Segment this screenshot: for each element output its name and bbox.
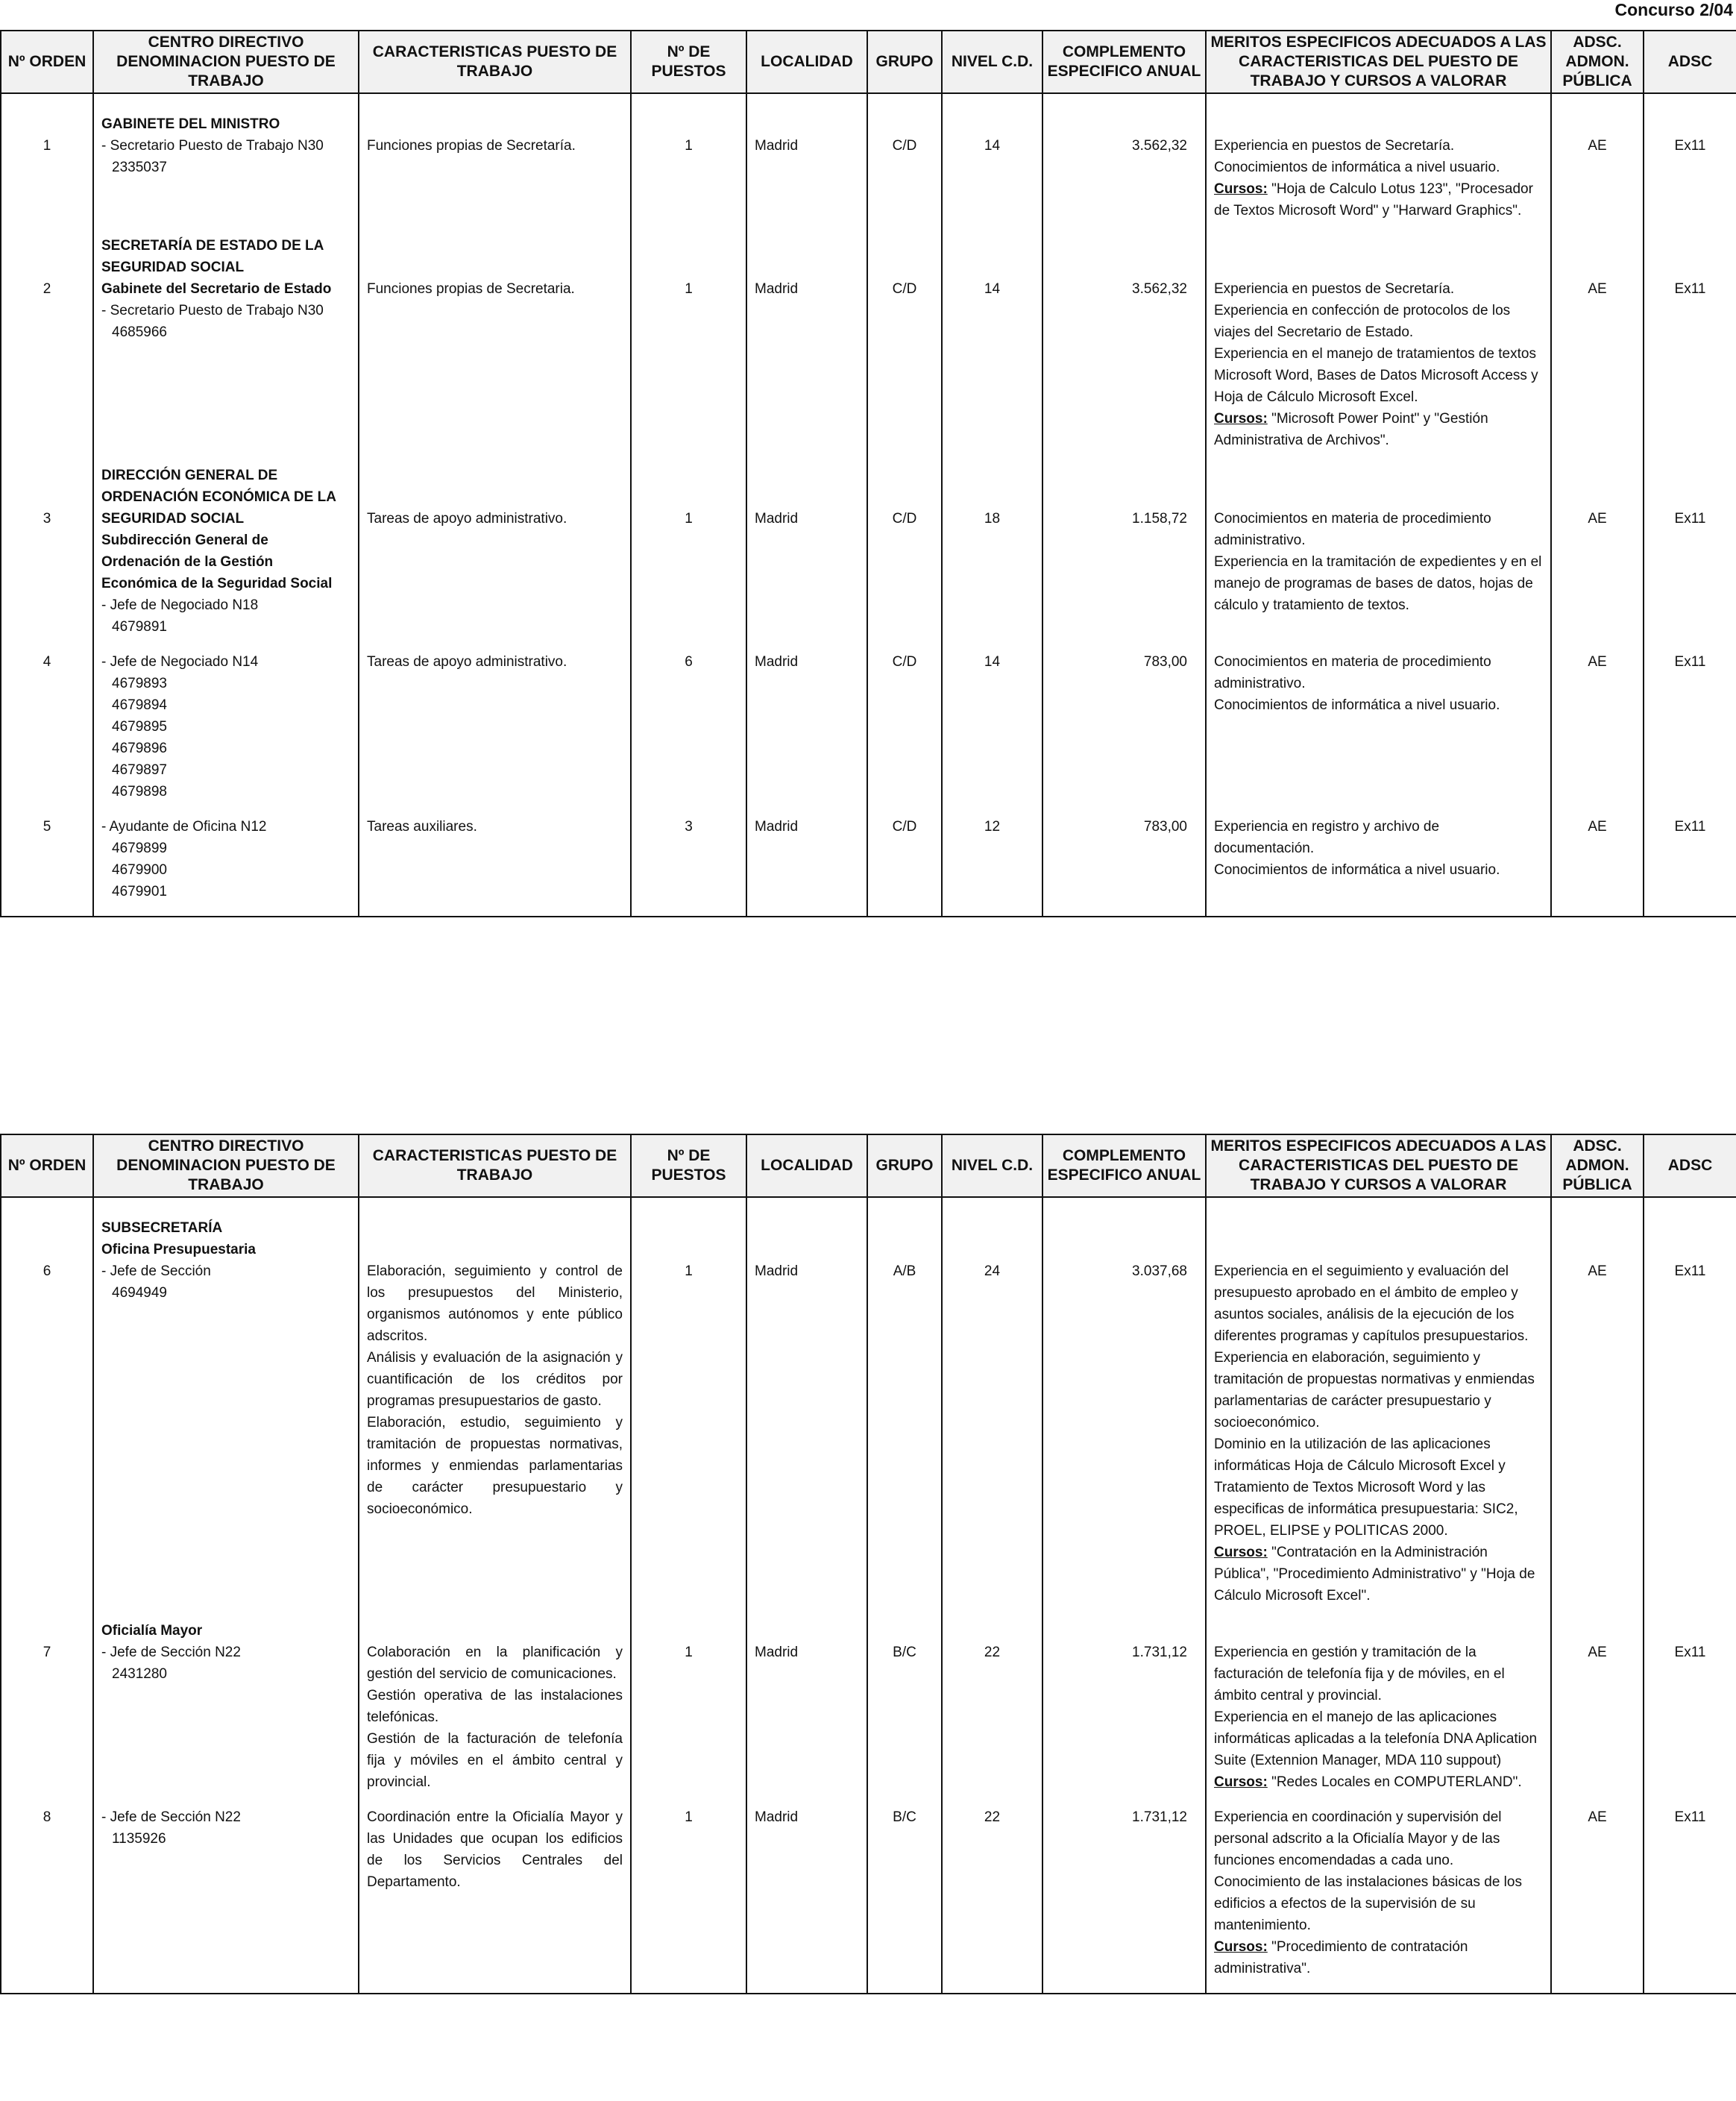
job-code: 2431280 [112,1666,167,1682]
localidad-value: Madrid [755,281,799,297]
centro-cell [93,651,359,816]
orden-number: 7 [43,1645,51,1660]
caracteristicas-cell [359,651,631,816]
caracteristica-text: Análisis y evaluación de la asignación y cuantificación de los créditos por programas presupuestarios de gasto. [367,1350,623,1409]
caracteristica-text: Gestión de la facturación de telefonía fija y móviles en el ámbito central y provincial. [367,1731,623,1790]
job-code: 4679900 [112,862,167,878]
complemento-value: 783,00 [1143,819,1187,835]
meritos-cell [1206,651,1551,816]
nivel-cell [942,816,1042,917]
grupo-value: B/C [893,1809,916,1825]
localidad-cell [746,1620,867,1806]
meritos-cell [1206,465,1551,651]
localidad-cell [746,1806,867,1994]
complemento-value: 783,00 [1143,654,1187,670]
orden-cell [1,1217,93,1620]
courses-label: Cursos: [1214,1939,1268,1955]
puestos-value: 6 [685,654,693,670]
spacer-cell [93,93,359,113]
caracteristicas-cell [359,1217,631,1620]
grupo-value: C/D [892,819,917,835]
header-meritos: MERITOS ESPECIFICOS ADECUADOS A LAS CARACTERISTICAS DEL PUESTO DE TRABAJO Y CURSOS A VALORAR [1206,1134,1551,1197]
caracteristica-text: Funciones propias de Secretaria. [367,281,575,297]
meritos-cell [1206,235,1551,465]
adsc-cell [1644,113,1736,235]
merito-text: Conocimientos de informática a nivel usuario. [1214,697,1500,713]
job-title: - Jefe de Sección N22 [101,1645,241,1660]
grupo-cell [867,816,942,917]
complemento-cell [1042,651,1206,816]
header-adscripcion: ADSC. ADMON. PÚBLICA [1551,31,1644,93]
job-title: - Jefe de Sección N22 [101,1809,241,1825]
spacer-cell [867,93,942,113]
department-heading: GABINETE DEL MINISTRO [101,116,280,132]
grupo-value: A/B [893,1263,916,1279]
adsc-value: Ex11 [1674,1263,1706,1279]
adsc-value: Ex11 [1674,1645,1706,1660]
puestos-cell [631,1620,746,1806]
adsc-value: Ex11 [1674,654,1706,670]
adscripcion-value: AE [1588,819,1607,835]
orden-number: 1 [43,138,51,154]
job-code: 4679899 [112,841,167,856]
caracteristica-text: Elaboración, estudio, seguimiento y tramitación de propuestas normativas, informes y enmiendas parlamentarias de carácter presupuestario y socioeconómico. [367,1415,623,1517]
adscripcion-value: AE [1588,1645,1607,1660]
caracteristicas-cell [359,816,631,917]
caracteristica-text: Tareas de apoyo administrativo. [367,511,567,527]
adscripcion-value: AE [1588,1809,1607,1825]
adsc-cell [1644,651,1736,816]
centro-cell [93,113,359,235]
nivel-value: 14 [984,281,1001,297]
nivel-cell [942,465,1042,651]
complemento-value: 3.562,32 [1132,281,1187,297]
spacer-cell [1206,93,1551,113]
orden-number: 6 [43,1263,51,1279]
merito-text: Conocimientos en materia de procedimiento administrativo. [1214,511,1491,548]
complemento-cell [1042,1217,1206,1620]
table-row [1,113,1736,235]
courses-text: "Contratación en la Administración Pública", "Procedimiento Administrativo" y "Hoja de Cálculo Microsoft Excel". [1214,1545,1535,1604]
header-meritos: MERITOS ESPECIFICOS ADECUADOS A LAS CARACTERISTICAS DEL PUESTO DE TRABAJO Y CURSOS A VALORAR [1206,31,1551,93]
spacer-cell [359,1197,631,1217]
adscripcion-cell [1551,1620,1644,1806]
nivel-value: 22 [984,1645,1001,1660]
adscripcion-value: AE [1588,654,1607,670]
spacer-cell [1042,93,1206,113]
courses-text: "Microsoft Power Point" y "Gestión Administrativa de Archivos". [1214,411,1488,448]
caracteristica-text: Tareas de apoyo administrativo. [367,654,567,670]
adsc-value: Ex11 [1674,511,1706,527]
caracteristica-text: Elaboración, seguimiento y control de los presupuestos del Ministerio, organismos autónomos y ente público adscritos. [367,1263,623,1344]
nivel-value: 22 [984,1809,1001,1825]
header-centro: CENTRO DIRECTIVO DENOMINACION PUESTO DE TRABAJO [93,31,359,93]
spacer-row [1,93,1736,113]
department-heading: SUBSECRETARÍA [101,1220,223,1236]
department-heading: SECRETARÍA DE ESTADO DE LA SEGURIDAD SOCIAL [101,238,324,275]
header-puestos: Nº DE PUESTOS [631,1134,746,1197]
localidad-cell [746,113,867,235]
caracteristica-text: Tareas auxiliares. [367,819,477,835]
merito-text: Experiencia en el manejo de las aplicaciones informáticas aplicadas a la telefonía DNA Aplication Suite (Extennion Manager, MDA 110 suppout) [1214,1709,1538,1768]
spacer-cell [1644,93,1736,113]
grupo-cell [867,651,942,816]
job-code: 2335037 [112,160,167,175]
caracteristica-text: Colaboración en la planificación y gestión del servicio de comunicaciones. [367,1645,623,1682]
adscripcion-cell [1551,465,1644,651]
header-caracteristicas: CARACTERISTICAS PUESTO DE TRABAJO [359,1134,631,1197]
centro-cell [93,816,359,917]
nivel-value: 18 [984,511,1001,527]
nivel-cell [942,113,1042,235]
complemento-value: 1.731,12 [1132,1645,1187,1660]
localidad-value: Madrid [755,819,799,835]
complemento-cell [1042,235,1206,465]
courses-text: "Redes Locales en COMPUTERLAND". [1271,1774,1522,1790]
puestos-cell [631,235,746,465]
complemento-cell [1042,113,1206,235]
localidad-cell [746,1217,867,1620]
adsc-cell [1644,1217,1736,1620]
complemento-cell [1042,816,1206,917]
header-localidad: LOCALIDAD [746,31,867,93]
complemento-value: 3.037,68 [1132,1263,1187,1279]
vacancy-table-1 [0,30,1736,917]
puestos-value: 1 [685,511,693,527]
meritos-cell [1206,1217,1551,1620]
nivel-cell [942,1806,1042,1994]
puestos-value: 1 [685,281,693,297]
adsc-cell [1644,816,1736,917]
localidad-value: Madrid [755,654,799,670]
job-code: 4679898 [112,784,167,800]
job-title: - Secretario Puesto de Trabajo N30 [101,138,324,154]
header-puestos: Nº DE PUESTOS [631,31,746,93]
nivel-value: 24 [984,1263,1001,1279]
job-code: 4679901 [112,884,167,899]
header-grupo: GRUPO [867,31,942,93]
nivel-value: 14 [984,138,1001,154]
courses-paragraph [1214,1542,1543,1607]
caracteristicas-cell [359,113,631,235]
orden-cell [1,816,93,917]
header-row [1,31,1736,93]
spacer-cell [1206,1197,1551,1217]
adscripcion-value: AE [1588,1263,1607,1279]
spacer-cell [1551,93,1644,113]
adscripcion-value: AE [1588,511,1607,527]
adsc-value: Ex11 [1674,1809,1706,1825]
spacer-row [1,1197,1736,1217]
nivel-cell [942,1217,1042,1620]
merito-text: Experiencia en puestos de Secretaría. [1214,138,1455,154]
table-row [1,1806,1736,1994]
job-code: 4679895 [112,719,167,735]
header-grupo: GRUPO [867,1134,942,1197]
adscripcion-cell [1551,1806,1644,1994]
spacer-cell [942,93,1042,113]
grupo-cell [867,465,942,651]
orden-cell [1,235,93,465]
header-orden: Nº ORDEN [1,31,93,93]
header-adsc: ADSC [1644,31,1736,93]
spacer-cell [746,93,867,113]
job-title: - Secretario Puesto de Trabajo N30 [101,303,324,318]
table-row [1,651,1736,816]
courses-paragraph [1214,408,1543,451]
complemento-cell [1042,465,1206,651]
merito-text: Experiencia en coordinación y supervisión del personal adscrito a la Oficialía Mayor y de las funciones encomendadas a cada uno. [1214,1809,1502,1868]
puestos-value: 1 [685,1645,693,1660]
header-complemento: COMPLEMENTO ESPECIFICO ANUAL [1042,1134,1206,1197]
adscripcion-value: AE [1588,138,1607,154]
job-title: - Jefe de Negociado N14 [101,654,259,670]
table-row [1,1217,1736,1620]
job-code: 1135926 [112,1831,166,1847]
orden-cell [1,113,93,235]
nivel-cell [942,1620,1042,1806]
grupo-cell [867,1806,942,1994]
spacer-cell [359,93,631,113]
job-title: - Ayudante de Oficina N12 [101,819,267,835]
caracteristica-text: Gestión operativa de las instalaciones telefónicas. [367,1688,623,1725]
spacer-cell [1551,1197,1644,1217]
orden-cell [1,1806,93,1994]
page-label: Concurso 2/04 [1614,0,1733,19]
merito-text: Experiencia en el manejo de tratamientos de textos Microsoft Word, Bases de Datos Microsoft Access y Hoja de Cálculo Microsoft Excel. [1214,346,1538,405]
centro-cell [93,1806,359,1994]
puestos-cell [631,816,746,917]
courses-label: Cursos: [1214,181,1268,197]
grupo-cell [867,235,942,465]
orden-cell [1,651,93,816]
adscripcion-cell [1551,235,1644,465]
courses-label: Cursos: [1214,1545,1268,1560]
localidad-cell [746,235,867,465]
job-code: 4694949 [112,1285,167,1301]
merito-text: Experiencia en el seguimiento y evaluación del presupuesto aprobado en el ámbito de empleo y asuntos sociales, análisis de la ejecución de los diferentes programas y capítulos presupuestarios. [1214,1263,1529,1344]
spacer-cell [631,1197,746,1217]
header-caracteristicas: CARACTERISTICAS PUESTO DE TRABAJO [359,31,631,93]
nivel-cell [942,235,1042,465]
orden-number: 5 [43,819,51,835]
spacer-cell [867,1197,942,1217]
puestos-cell [631,465,746,651]
meritos-cell [1206,1806,1551,1994]
courses-label: Cursos: [1214,1774,1268,1790]
centro-cell [93,1620,359,1806]
merito-text: Experiencia en confección de protocolos de los viajes del Secretario de Estado. [1214,303,1511,340]
header-nivel: NIVEL C.D. [942,31,1042,93]
meritos-cell [1206,1620,1551,1806]
header-adsc: ADSC [1644,1134,1736,1197]
table-row [1,235,1736,465]
centro-cell [93,235,359,465]
centro-cell [93,465,359,651]
centro-cell [93,1217,359,1620]
localidad-value: Madrid [755,1809,799,1825]
grupo-value: C/D [892,281,917,297]
spacer-cell [1,93,93,113]
caracteristicas-cell [359,235,631,465]
department-heading: Oficina Presupuestaria [101,1242,256,1257]
orden-number: 3 [43,511,51,527]
header-orden: Nº ORDEN [1,1134,93,1197]
courses-paragraph [1214,178,1543,222]
header-complemento: COMPLEMENTO ESPECIFICO ANUAL [1042,31,1206,93]
meritos-cell [1206,816,1551,917]
adsc-value: Ex11 [1674,281,1706,297]
meritos-cell [1206,113,1551,235]
merito-text: Experiencia en elaboración, seguimiento y tramitación de propuestas normativas y enmiendas parlamentarias de carácter presupuestario y socioeconómico. [1214,1350,1535,1430]
complemento-cell [1042,1620,1206,1806]
adsc-value: Ex11 [1674,819,1706,835]
merito-text: Experiencia en registro y archivo de documentación. [1214,819,1440,856]
orden-cell [1,1620,93,1806]
spacer-cell [746,1197,867,1217]
merito-text: Experiencia en puestos de Secretaría. [1214,281,1455,297]
spacer-cell [1,1197,93,1217]
courses-paragraph [1214,1771,1543,1793]
courses-paragraph [1214,1936,1543,1979]
merito-text: Experiencia en gestión y tramitación de la facturación de telefonía fija y de móviles, en el ámbito central y provincial. [1214,1645,1505,1703]
spacer-cell [942,1197,1042,1217]
job-code: 4679894 [112,697,167,713]
department-heading: DIRECCIÓN GENERAL DE ORDENACIÓN ECONÓMICA DE LA SEGURIDAD SOCIAL [101,468,336,527]
adsc-value: Ex11 [1674,138,1706,154]
caracteristica-text: Coordinación entre la Oficialía Mayor y las Unidades que ocupan los edificios de los Servicios Centrales del Departamento. [367,1809,623,1890]
grupo-cell [867,1620,942,1806]
table-row [1,465,1736,651]
job-code: 4679891 [112,619,167,635]
courses-text: "Procedimiento de contratación administrativa". [1214,1939,1468,1976]
department-heading: Gabinete del Secretario de Estado [101,281,332,297]
puestos-cell [631,651,746,816]
adscripcion-cell [1551,651,1644,816]
merito-text: Dominio en la utilización de las aplicaciones informáticas Hoja de Cálculo Microsoft Excel y Tratamiento de Textos Microsoft Word y las especificas de informática presupuestaria: SIC2, PROEL, ELIPSE y POLITICAS 2000. [1214,1436,1518,1539]
table-row [1,1620,1736,1806]
nivel-value: 12 [984,819,1001,835]
adscripcion-cell [1551,113,1644,235]
merito-text: Conocimientos de informática a nivel usuario. [1214,160,1500,175]
nivel-cell [942,651,1042,816]
puestos-cell [631,1217,746,1620]
grupo-value: B/C [893,1645,916,1660]
header-row [1,1134,1736,1197]
merito-text: Conocimientos de informática a nivel usuario. [1214,862,1500,878]
job-code: 4679897 [112,762,167,778]
localidad-value: Madrid [755,138,799,154]
adscripcion-cell [1551,1217,1644,1620]
complemento-cell [1042,1806,1206,1994]
localidad-value: Madrid [755,511,799,527]
caracteristicas-cell [359,1806,631,1994]
complemento-value: 3.562,32 [1132,138,1187,154]
department-heading: Subdirección General de Ordenación de la Gestión Económica de la Seguridad Social [101,533,333,591]
localidad-value: Madrid [755,1645,799,1660]
puestos-value: 1 [685,138,693,154]
localidad-cell [746,651,867,816]
job-code: 4685966 [112,324,167,340]
job-code: 4679896 [112,741,167,756]
puestos-cell [631,1806,746,1994]
orden-number: 2 [43,281,51,297]
adscripcion-value: AE [1588,281,1607,297]
adsc-cell [1644,465,1736,651]
job-title: - Jefe de Sección [101,1263,211,1279]
caracteristica-text: Funciones propias de Secretaría. [367,138,576,154]
spacer-cell [1042,1197,1206,1217]
spacer-cell [631,93,746,113]
job-code: 4679893 [112,676,167,691]
merito-text: Experiencia en la tramitación de expedientes y en el manejo de programas de bases de datos, hojas de cálculo y tratamiento de textos. [1214,554,1542,613]
table-row [1,816,1736,917]
localidad-cell [746,465,867,651]
job-title: - Jefe de Negociado N18 [101,597,259,613]
vacancy-table-2 [0,1134,1736,1994]
localidad-cell [746,816,867,917]
header-localidad: LOCALIDAD [746,1134,867,1197]
puestos-value: 1 [685,1263,693,1279]
localidad-value: Madrid [755,1263,799,1279]
puestos-cell [631,113,746,235]
grupo-cell [867,1217,942,1620]
caracteristicas-cell [359,1620,631,1806]
puestos-value: 3 [685,819,693,835]
adsc-cell [1644,1806,1736,1994]
adscripcion-cell [1551,816,1644,917]
complemento-value: 1.731,12 [1132,1809,1187,1825]
puestos-value: 1 [685,1809,693,1825]
complemento-value: 1.158,72 [1132,511,1187,527]
courses-label: Cursos: [1214,411,1268,427]
caracteristicas-cell [359,465,631,651]
grupo-value: C/D [892,138,917,154]
adsc-cell [1644,235,1736,465]
orden-number: 4 [43,654,51,670]
courses-text: "Hoja de Calculo Lotus 123", "Procesador de Textos Microsoft Word" y "Harward Graphics". [1214,181,1533,219]
header-nivel: NIVEL C.D. [942,1134,1042,1197]
orden-number: 8 [43,1809,51,1825]
orden-cell [1,465,93,651]
nivel-value: 14 [984,654,1001,670]
grupo-value: C/D [892,511,917,527]
adsc-cell [1644,1620,1736,1806]
header-centro: CENTRO DIRECTIVO DENOMINACION PUESTO DE TRABAJO [93,1134,359,1197]
grupo-value: C/D [892,654,917,670]
spacer-cell [1644,1197,1736,1217]
department-heading: Oficialía Mayor [101,1623,203,1639]
spacer-cell [93,1197,359,1217]
merito-text: Conocimiento de las instalaciones básicas de los edificios a efectos de la supervisión de su mantenimiento. [1214,1874,1522,1933]
header-adscripcion: ADSC. ADMON. PÚBLICA [1551,1134,1644,1197]
grupo-cell [867,113,942,235]
merito-text: Conocimientos en materia de procedimiento administrativo. [1214,654,1491,691]
